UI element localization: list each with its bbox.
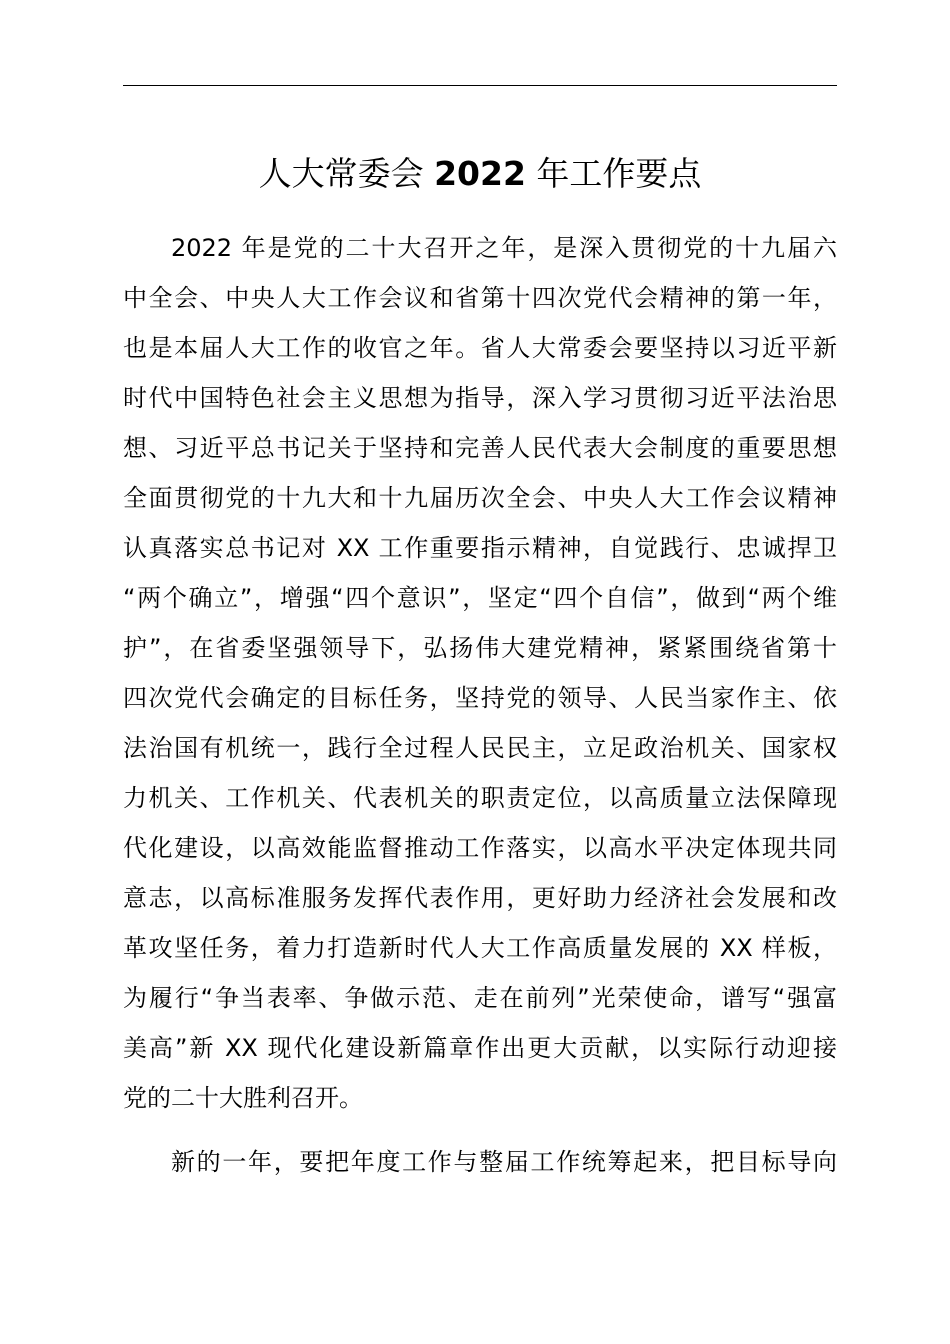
paragraph-line: 新的一年，要把年度工作与整届工作统筹起来，把目标导向 bbox=[171, 1148, 837, 1176]
paragraph-line: 四次党代会确定的目标任务，坚持党的领导、人民当家作主、依 bbox=[123, 684, 837, 712]
title-suffix: 年工作要点 bbox=[536, 154, 702, 193]
paragraph-line: 全面贯彻党的十九大和十九届历次全会、中央人大工作会议精神 bbox=[123, 484, 837, 512]
paragraph-line: 党的二十大胜利召开。 bbox=[123, 1084, 363, 1112]
title-year: 2022 bbox=[434, 154, 526, 193]
body-paragraph bbox=[123, 223, 837, 1123]
paragraph-line: 代化建设，以高效能监督推动工作落实，以高水平决定体现共同 bbox=[123, 834, 837, 862]
paragraph-line: 也是本届人大工作的收官之年。省人大常委会要坚持以习近平新 bbox=[123, 334, 837, 362]
paragraph-line: 想、习近平总书记关于坚持和完善人民代表大会制度的重要思想 bbox=[123, 434, 837, 462]
paragraph-line: 革攻坚任务，着力打造新时代人大工作高质量发展的 XX 样板， bbox=[123, 934, 837, 962]
paragraph-line: 法治国有机统一，践行全过程人民民主，立足政治机关、国家权 bbox=[123, 734, 837, 762]
paragraph-line: 中全会、中央人大工作会议和省第十四次党代会精神的第一年， bbox=[123, 284, 837, 312]
paragraph-line: 护”，在省委坚强领导下，弘扬伟大建党精神，紧紧围绕省第十 bbox=[123, 634, 837, 662]
body-paragraph bbox=[123, 1137, 837, 1187]
paragraph-line: 意志，以高标准服务发挥代表作用，更好助力经济社会发展和改 bbox=[123, 884, 837, 912]
paragraph-line: 为履行“争当表率、争做示范、走在前列”光荣使命，谱写“强富 bbox=[123, 984, 837, 1012]
paragraph-line: 力机关、工作机关、代表机关的职责定位，以高质量立法保障现 bbox=[123, 784, 837, 812]
paragraph-line: 时代中国特色社会主义思想为指导，深入学习贯彻习近平法治思 bbox=[123, 384, 837, 412]
paragraph-line: “两个确立”，增强“四个意识”，坚定“四个自信”，做到“两个维 bbox=[123, 584, 837, 612]
header-rule bbox=[123, 85, 837, 86]
title-prefix: 人大常委会 bbox=[258, 154, 424, 193]
paragraph-line: 认真落实总书记对 XX 工作重要指示精神，自觉践行、忠诚捍卫 bbox=[123, 534, 837, 562]
paragraph-line: 2022 年是党的二十大召开之年，是深入贯彻党的十九届六 bbox=[171, 234, 837, 262]
paragraph-line: 美高”新 XX 现代化建设新篇章作出更大贡献，以实际行动迎接 bbox=[123, 1034, 837, 1062]
document-title bbox=[123, 148, 837, 200]
